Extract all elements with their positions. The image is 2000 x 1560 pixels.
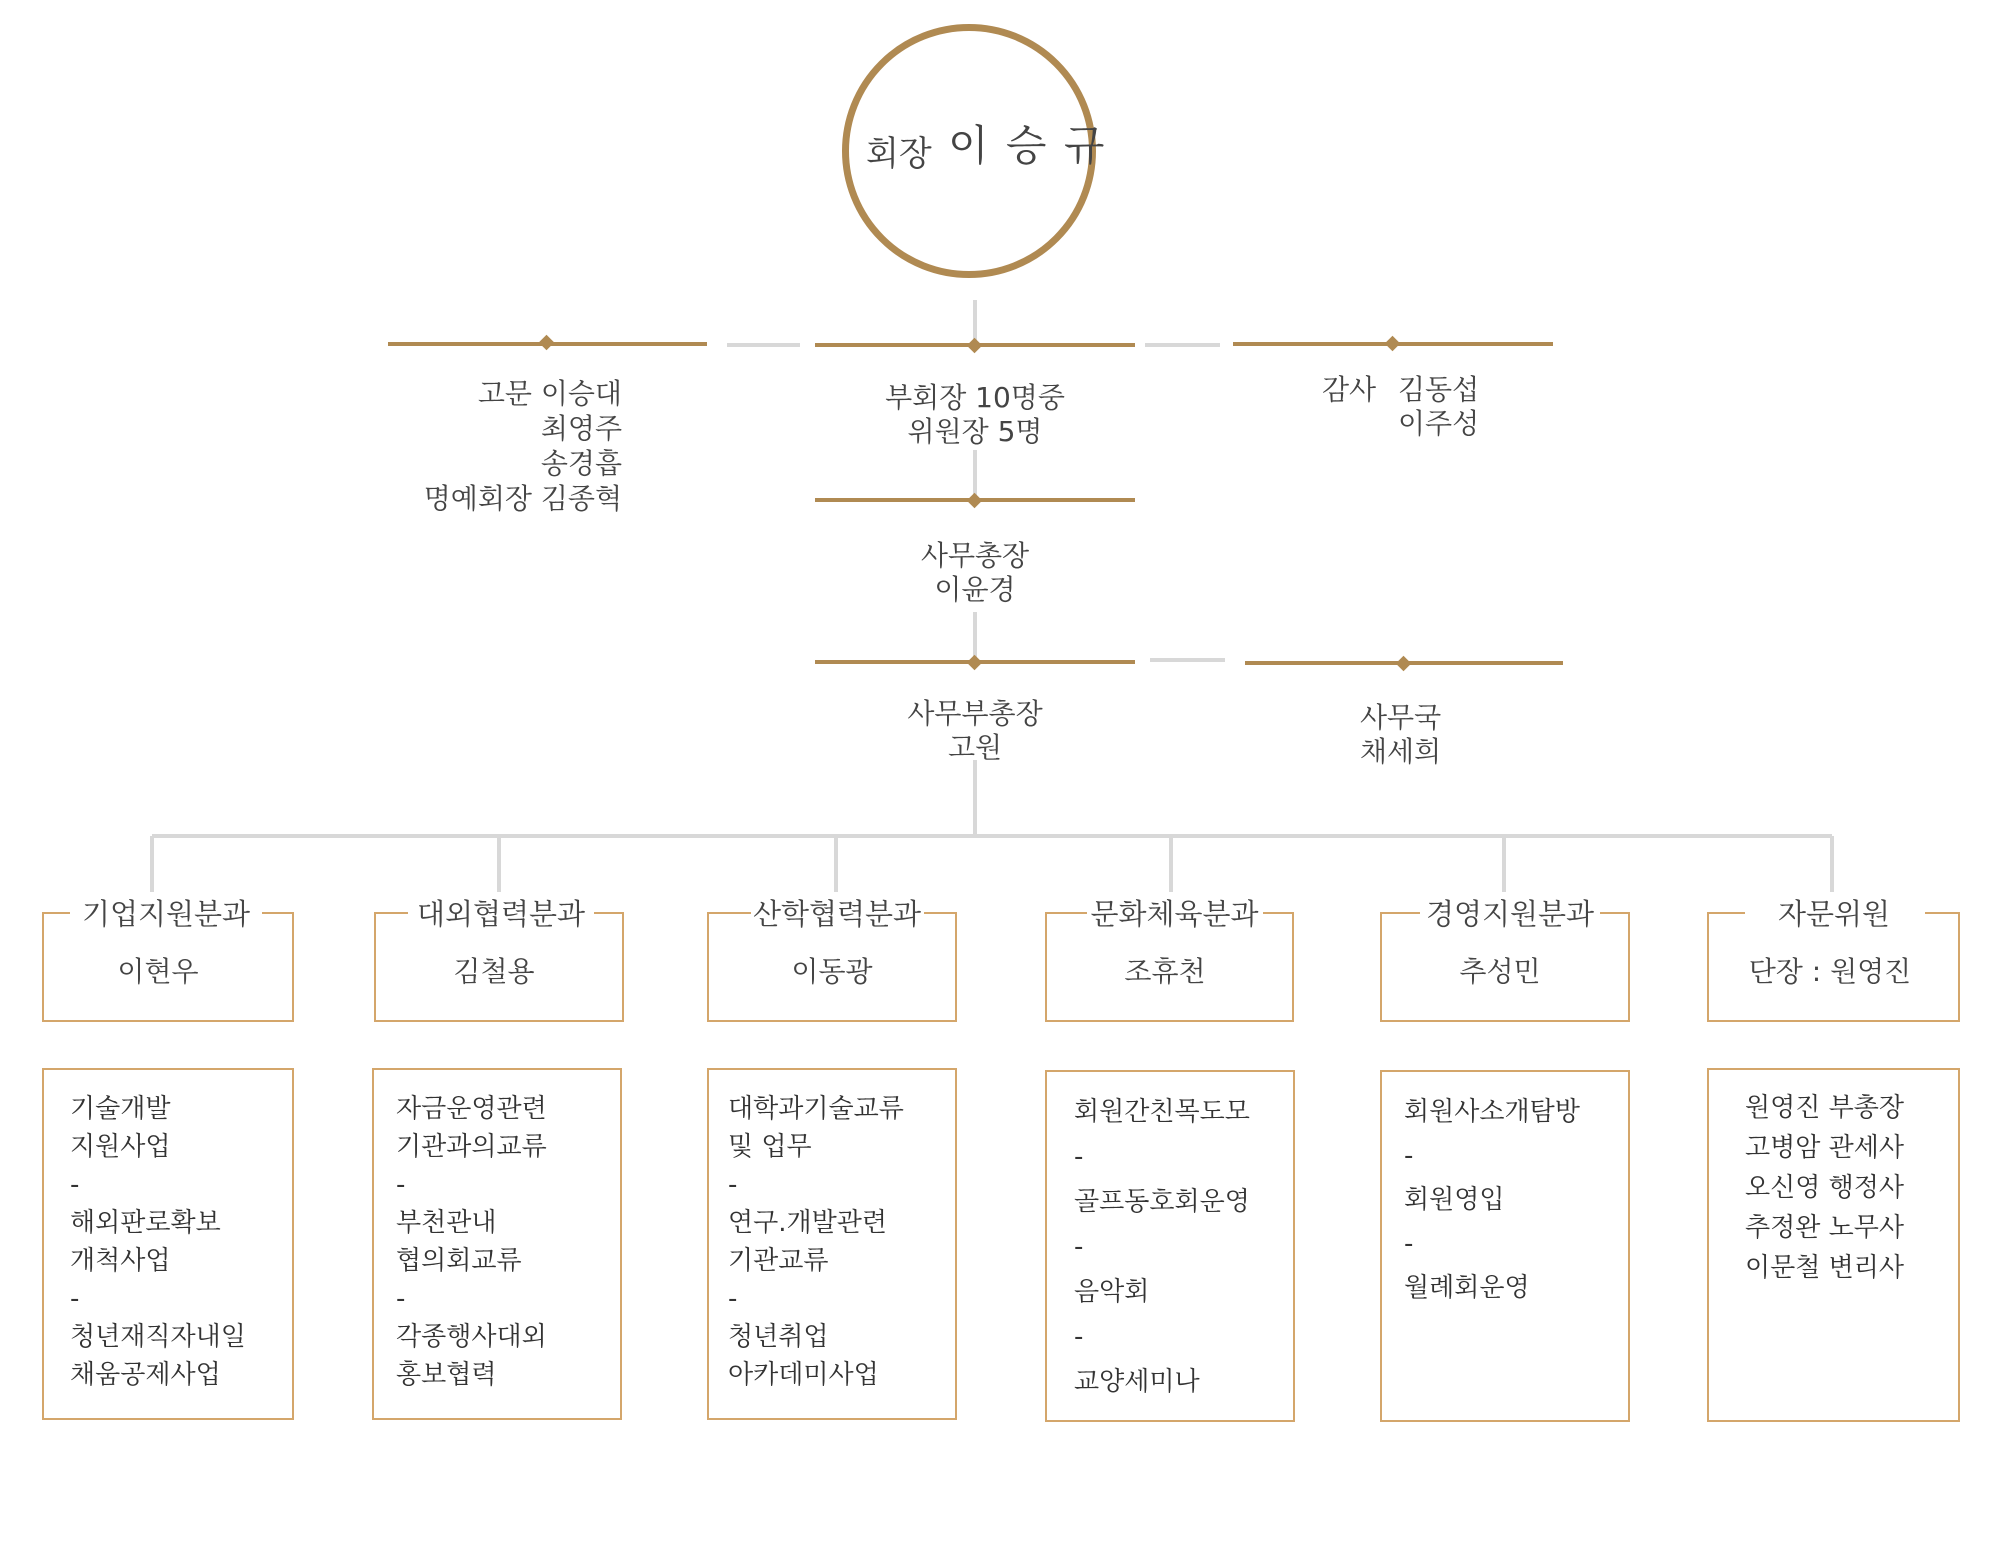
- department-head: 이동광: [791, 955, 873, 988]
- task-item: 부천관내: [396, 1208, 497, 1238]
- department-title: 자문위원: [1777, 897, 1891, 931]
- task-item: 협의회교류: [396, 1246, 522, 1276]
- deputy-block: [835, 696, 1115, 764]
- task-item: -: [396, 1170, 406, 1200]
- vice-line: 부회장 10명중: [885, 381, 1065, 414]
- president-name: 이 승 규: [948, 121, 1107, 170]
- task-item: 음악회: [1074, 1277, 1150, 1307]
- task-item: -: [396, 1284, 406, 1314]
- task-item: 아카데미사업: [728, 1360, 879, 1390]
- vice-line: 위원장 5명: [907, 415, 1043, 448]
- task-item: 청년취업: [728, 1322, 829, 1352]
- task-list: [1404, 1090, 1580, 1310]
- task-item: 지원사업: [70, 1132, 171, 1162]
- task-item: 채움공제사업: [70, 1360, 221, 1390]
- task-item: -: [1074, 1322, 1084, 1352]
- president-title: 회장: [866, 134, 932, 174]
- task-item: 이문철 변리사: [1745, 1253, 1904, 1283]
- task-item: 기술개발: [70, 1094, 171, 1124]
- diamond-advisor: [539, 335, 555, 351]
- office-line: 채세희: [1360, 735, 1442, 768]
- task-list: [1074, 1090, 1250, 1405]
- secretary-line: 이윤경: [934, 573, 1016, 606]
- secretary-block: [835, 538, 1115, 606]
- task-list: [728, 1090, 904, 1394]
- audit-name: 이주성: [1398, 407, 1480, 440]
- task-list: [1745, 1088, 1904, 1288]
- advisor-line: 송경흡: [540, 447, 622, 480]
- task-item: 회원간친목도모: [1074, 1097, 1250, 1127]
- department-title: 경영지원분과: [1425, 897, 1595, 931]
- task-item: -: [728, 1170, 738, 1200]
- audit-names: [1398, 372, 1479, 440]
- advisor-line: 명예회장 김종혁: [423, 482, 622, 515]
- advisor-line: 고문 이승대: [477, 377, 622, 410]
- task-item: 각종행사대외: [396, 1322, 547, 1352]
- department-head: 조휴천: [1124, 955, 1206, 988]
- department-head: 이현우: [117, 955, 199, 988]
- task-item: -: [1404, 1229, 1414, 1259]
- task-item: -: [1074, 1142, 1084, 1172]
- task-item: 기관교류: [728, 1246, 829, 1276]
- task-item: 및 업무: [728, 1132, 812, 1162]
- deputy-line: 사무부총장: [907, 697, 1043, 730]
- office-block: [1300, 700, 1500, 768]
- advisor-line: 최영주: [540, 412, 622, 445]
- task-item: -: [728, 1284, 738, 1314]
- task-item: 추정완 노무사: [1745, 1213, 1904, 1243]
- department-head: 추성민: [1459, 955, 1541, 988]
- department-title: 대외협력분과: [416, 897, 586, 931]
- deputy-line: 고원: [947, 731, 1003, 764]
- audit-name: 김동섭: [1398, 373, 1480, 406]
- task-item: 고병암 관세사: [1745, 1133, 1904, 1163]
- diamond-audit: [1385, 336, 1401, 352]
- task-item: -: [70, 1170, 80, 1200]
- task-item: 자금운영관련: [396, 1094, 547, 1124]
- task-item: 대학과기술교류: [728, 1094, 904, 1124]
- audit-label: 감사: [1322, 373, 1377, 406]
- task-item: -: [1074, 1232, 1084, 1262]
- department-title: 문화체육분과: [1090, 897, 1259, 931]
- task-item: 오신영 행정사: [1745, 1173, 1904, 1203]
- department-head: 김철용: [453, 955, 535, 988]
- advisor-block: [380, 376, 622, 516]
- task-item: -: [70, 1284, 80, 1314]
- task-item: 청년재직자내일: [70, 1322, 246, 1352]
- task-item: -: [1404, 1141, 1414, 1171]
- department-title: 산학협력분과: [752, 897, 922, 931]
- task-item: 개척사업: [70, 1246, 171, 1276]
- vice-block: [835, 380, 1115, 448]
- diamond-office: [1396, 656, 1412, 672]
- task-item: 기관과의교류: [396, 1132, 547, 1162]
- diamond-secretary: [967, 493, 983, 509]
- diamond-deputy: [967, 655, 983, 671]
- task-item: 회원영입: [1404, 1185, 1505, 1215]
- task-item: 월례회운영: [1404, 1273, 1530, 1303]
- task-item: 해외판로확보: [70, 1208, 221, 1238]
- diamond-vice: [967, 338, 983, 354]
- task-item: 골프동호회운영: [1074, 1187, 1250, 1217]
- task-item: 원영진 부총장: [1745, 1093, 1904, 1123]
- task-item: 연구.개발관련: [728, 1208, 887, 1238]
- department-title: 기업지원분과: [81, 897, 251, 931]
- task-item: 홍보협력: [396, 1360, 497, 1390]
- office-line: 사무국: [1360, 701, 1442, 734]
- task-list: [70, 1090, 246, 1394]
- department-head: 단장 : 원영진: [1748, 955, 1912, 988]
- task-item: 회원사소개탐방: [1404, 1097, 1580, 1127]
- task-item: 교양세미나: [1074, 1367, 1200, 1397]
- secretary-line: 사무총장: [920, 539, 1030, 572]
- task-list: [396, 1090, 547, 1394]
